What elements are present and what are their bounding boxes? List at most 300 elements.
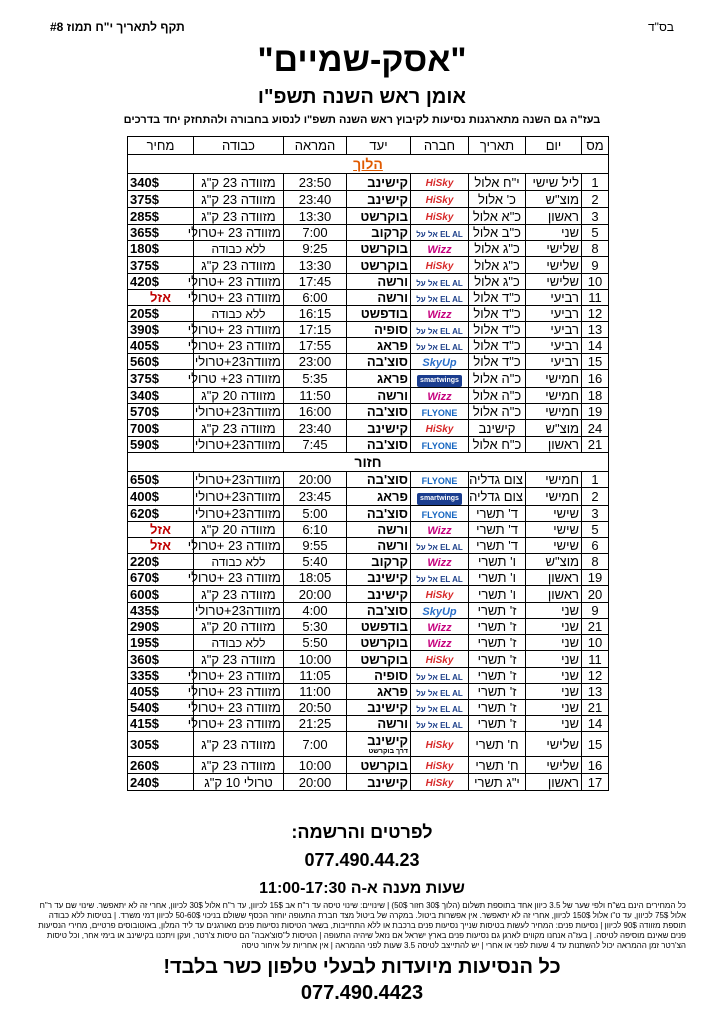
flight-luggage: מזוודה 20 ק"ג: [194, 388, 284, 404]
flight-date: ו' תשרי: [469, 586, 526, 603]
destination-name: ורשה: [377, 716, 408, 731]
destination-name: קישינב: [367, 774, 408, 790]
flight-departure-time: 13:30: [284, 257, 347, 274]
flight-destination: [347, 684, 411, 700]
flight-date: ו' תשרי: [469, 554, 526, 570]
flight-date: כ"ד אלול: [469, 338, 526, 354]
flight-date: ז' תשרי: [469, 700, 526, 716]
flight-airline: [411, 757, 469, 774]
flight-day: רביעי: [526, 290, 582, 306]
destination-name: בודפשט: [360, 619, 408, 634]
elal-logo-icon: EL AL אל על: [416, 295, 463, 304]
flight-departure-time: 23:45: [284, 488, 347, 506]
hisky-logo-part: Sky: [435, 590, 454, 601]
flight-destination: [347, 306, 411, 322]
flight-day: רביעי: [526, 306, 582, 322]
flight-row: [128, 619, 609, 635]
flight-luggage: מזוודה 23 +טרולי: [194, 538, 284, 554]
flight-luggage: מזוודה 23 +טרולי: [194, 716, 284, 732]
flight-number: 17: [582, 774, 609, 791]
top-line: [50, 20, 674, 36]
contact-heading: לפרטים והרשמה:: [291, 822, 433, 842]
office-hours: שעות מענה א-ה 11:00-17:30: [259, 880, 465, 897]
flight-number: 5: [582, 225, 609, 241]
destination-name: פראג: [376, 489, 408, 504]
flight-day: שלישי: [526, 757, 582, 774]
flight-departure-time: 6:10: [284, 522, 347, 538]
flight-destination: [347, 174, 411, 191]
validity-label: תקף לתאריך י"ח תמוז #8: [50, 20, 185, 34]
hisky-logo-icon: [426, 424, 454, 436]
table-header-row: [128, 137, 609, 155]
flight-date: כ"ד אלול: [469, 290, 526, 306]
flight-luggage: מזוודה23+טרולי: [194, 437, 284, 453]
flight-day: רביעי: [526, 354, 582, 370]
flight-luggage: ללא כבודה: [194, 306, 284, 322]
flight-departure-time: 10:00: [284, 651, 347, 668]
flight-departure-time: 17:45: [284, 274, 347, 290]
flight-day: ראשון: [526, 437, 582, 453]
flight-destination: [347, 257, 411, 274]
flight-row: [128, 274, 609, 290]
flight-row: [128, 174, 609, 191]
destination-via: דרך בוקרשט: [368, 748, 408, 755]
flight-number: 12: [582, 668, 609, 684]
flight-day: ראשון: [526, 586, 582, 603]
flight-destination: [347, 488, 411, 506]
elal-logo-icon: EL AL אל על: [416, 673, 463, 682]
flight-departure-time: 23:00: [284, 354, 347, 370]
flight-row: [128, 635, 609, 651]
flight-luggage: מזוודה 23 +טרולי: [194, 290, 284, 306]
flight-row: [128, 774, 609, 791]
destination-name: סוצ'בה: [366, 437, 408, 452]
bottom-phone[interactable]: 077.490.4423: [300, 982, 424, 1004]
destination-name: סופיה: [374, 322, 408, 337]
flight-row: [128, 522, 609, 538]
flight-departure-time: 5:00: [284, 506, 347, 522]
flight-number: 8: [582, 241, 609, 257]
flight-date: כ"ה אלול: [469, 370, 526, 388]
destination-name: פראג: [376, 371, 408, 386]
flight-row: [128, 586, 609, 603]
flight-price: 590$: [128, 437, 194, 453]
flight-price: 195$: [128, 635, 194, 651]
flight-destination: [347, 668, 411, 684]
flight-row: [128, 716, 609, 732]
flight-departure-time: 16:15: [284, 306, 347, 322]
flight-price: 405$: [128, 684, 194, 700]
flight-destination: [347, 506, 411, 522]
contact-phone[interactable]: 077.490.44.23: [304, 850, 420, 870]
flight-price: 290$: [128, 619, 194, 635]
flight-destination: [347, 586, 411, 603]
flight-airline: [411, 732, 469, 757]
flyone-logo-icon: FLYONE: [421, 408, 458, 418]
hisky-logo-part: Sky: [435, 424, 454, 435]
flight-departure-time: 20:00: [284, 586, 347, 603]
destination-name: קרקוב: [371, 225, 408, 240]
flight-day: מוצ"ש: [526, 420, 582, 437]
flight-departure-time: 20:50: [284, 700, 347, 716]
flight-day: ראשון: [526, 774, 582, 791]
flight-row: [128, 538, 609, 554]
flight-luggage: מזוודה 23 +טרולי: [194, 322, 284, 338]
flight-date: ז' תשרי: [469, 684, 526, 700]
flight-row: [128, 306, 609, 322]
flight-date: ח' תשרי: [469, 757, 526, 774]
flight-number: 16: [582, 757, 609, 774]
flight-date: ז' תשרי: [469, 635, 526, 651]
flight-airline: [411, 586, 469, 603]
flight-luggage: מזוודה 23 +טרולי: [194, 338, 284, 354]
flight-price: 220$: [128, 554, 194, 570]
flight-luggage: מזוודה23+טרולי: [194, 404, 284, 420]
destination-name: ורשה: [377, 388, 408, 403]
flight-row: [128, 668, 609, 684]
flight-date: כ' אלול: [469, 191, 526, 208]
flight-destination: [347, 225, 411, 241]
hisky-logo-part: Sky: [435, 261, 454, 272]
flight-number: 6: [582, 538, 609, 554]
flight-destination: [347, 651, 411, 668]
flight-destination: [347, 774, 411, 791]
flight-luggage: מזוודה 20 ק"ג: [194, 619, 284, 635]
flight-number: 14: [582, 338, 609, 354]
flight-price: 600$: [128, 586, 194, 603]
flight-destination: [347, 700, 411, 716]
destination-name: קישינב: [367, 700, 408, 715]
flight-day: חמישי: [526, 404, 582, 420]
flight-day: שני: [526, 225, 582, 241]
flight-price: 435$: [128, 603, 194, 619]
flight-price: אזל: [128, 538, 194, 554]
destination-name: סופיה: [374, 668, 408, 683]
hisky-logo-icon: [426, 195, 454, 207]
flight-day: שני: [526, 668, 582, 684]
section-row-return: [128, 453, 609, 472]
flight-number: 10: [582, 274, 609, 290]
hisky-logo-part: Sky: [435, 195, 454, 206]
destination-name: סוצ'בה: [366, 354, 408, 369]
flight-price: 390$: [128, 322, 194, 338]
flight-destination: [347, 208, 411, 225]
flight-airline: [411, 716, 469, 732]
flight-departure-time: 17:15: [284, 322, 347, 338]
flight-departure-time: 7:00: [284, 225, 347, 241]
flight-row: [128, 388, 609, 404]
flight-destination: [347, 370, 411, 388]
flight-luggage: מזוודה 23 ק"ג: [194, 757, 284, 774]
flight-number: 21: [582, 437, 609, 453]
flight-departure-time: 5:40: [284, 554, 347, 570]
destination-name: סוצ'בה: [366, 506, 408, 521]
flight-price: 540$: [128, 700, 194, 716]
flight-date: ז' תשרי: [469, 716, 526, 732]
flight-airline: [411, 370, 469, 388]
flight-destination: [347, 635, 411, 651]
flight-luggage: מזוודה23+טרולי: [194, 488, 284, 506]
flight-destination: [347, 404, 411, 420]
flight-airline: [411, 506, 469, 522]
elal-logo-icon: EL AL אל על: [416, 543, 463, 552]
flight-airline: [411, 191, 469, 208]
flight-destination: [347, 338, 411, 354]
flight-number: 14: [582, 716, 609, 732]
destination-name: קישינב: [367, 174, 408, 190]
flight-row: [128, 472, 609, 488]
flight-price: 205$: [128, 306, 194, 322]
flight-price: 670$: [128, 570, 194, 586]
flight-number: 3: [582, 506, 609, 522]
section-label-return: חזור: [354, 454, 382, 470]
flight-row: [128, 554, 609, 570]
flight-destination: [347, 354, 411, 370]
skyup-logo-icon: SkyUp: [422, 357, 457, 369]
terms-text: כל המחירים הינם בש"ח ולפי שער של 3.5 כיוון אחד בתוספת תשלום (הלוך 30$ חזור 50$) | שינויים: שינוי טיסה עד ר"ח אב 15$ לכיוון, עד ר"ח אלול 30$ לכיוון, אחרי זה לא יתאפשר. שינוי שם עד ר"ח אלול 75$ לכיוון, עד ט"ו אלול 150$ לכיוון, אחרי זה לא יתאפשר. אין אפשרות ביטול. במקרה של ביטול מצד חברת התעופה יוחזר הכסף ששולם בניכוי 50-60$ לכיוון דמי משרד. | בטיסות ללא כבודה תוספת מזוודה 90$ לכיוון | נסיעות פנים: המחיר לעשות בטיסות שנייך נסיעות פנים ברכבת או ללא התחייבות, בשאר הטיסות נסיעות פנים מאורגנים עד ליד המלון, באוטובוסים פרטיים, מחירי הנסיעות פנים שאינם מוסיפה לטיסה. | בעז"ה אנחנו מקווים לארגן גם נסיעות פנים בארץ ישראל אם נזאל שיהיה התעופה | הטיסות ל"סוצ'אבה" הם טיסות צ'רטר, ועקן ויתכנו בקישינב או בימי אחר, וכל טיסות הצ'רטר זמן ההמראה יכול להשתנות עד 4 שעות לפני או אחרי | יש להתייצב לטיסה 3.5 שעות לפני ההמראה | אין אחריות על איחור טיסה: [38, 901, 686, 950]
hisky-logo-icon: [426, 590, 454, 602]
flight-row: [128, 506, 609, 522]
flight-airline: [411, 668, 469, 684]
destination-name: פראג: [376, 684, 408, 699]
hisky-logo-icon: [426, 178, 454, 190]
flight-number: 2: [582, 488, 609, 506]
destination-name: קישינב: [367, 570, 408, 585]
destination-name: ורשה: [377, 274, 408, 289]
flight-price: 400$: [128, 488, 194, 506]
flight-luggage: מזוודה 23 +טרולי: [194, 225, 284, 241]
flight-date: ד' תשרי: [469, 538, 526, 554]
flight-departure-time: 11:00: [284, 684, 347, 700]
flight-date: כ"ג אלול: [469, 274, 526, 290]
flight-price: 375$: [128, 191, 194, 208]
flight-row: [128, 191, 609, 208]
flight-luggage: מזוודה23+טרולי: [194, 603, 284, 619]
col-header-airline: חברה: [411, 137, 469, 155]
flight-date: כ"ג אלול: [469, 241, 526, 257]
flight-price: 340$: [128, 174, 194, 191]
flight-date: ד' תשרי: [469, 522, 526, 538]
flight-number: 12: [582, 306, 609, 322]
wizz-logo-icon: Wizz: [427, 622, 452, 634]
flight-date: ז' תשרי: [469, 651, 526, 668]
flight-airline: [411, 338, 469, 354]
elal-logo-icon: EL AL אל על: [416, 279, 463, 288]
elal-logo-icon: EL AL אל על: [416, 721, 463, 730]
destination-name: קישינב: [367, 586, 408, 602]
flight-price: 340$: [128, 388, 194, 404]
flight-luggage: מזוודה23+טרולי: [194, 472, 284, 488]
section-label-outbound: הלוך: [353, 156, 383, 172]
flight-luggage: מזוודה 23 +טרולי: [194, 274, 284, 290]
flight-day: שלישי: [526, 274, 582, 290]
flight-number: 8: [582, 554, 609, 570]
flight-airline: [411, 570, 469, 586]
flight-departure-time: 5:50: [284, 635, 347, 651]
flight-number: 9: [582, 603, 609, 619]
flight-airline: [411, 420, 469, 437]
destination-name: בוקרשט: [360, 651, 408, 667]
flight-departure-time: 9:25: [284, 241, 347, 257]
flight-departure-time: 11:50: [284, 388, 347, 404]
flight-airline: [411, 437, 469, 453]
flight-airline: [411, 488, 469, 506]
flight-airline: [411, 306, 469, 322]
flight-number: 13: [582, 684, 609, 700]
destination-name: סוצ'בה: [366, 603, 408, 618]
flight-date: קישינב: [469, 420, 526, 437]
flight-destination: [347, 290, 411, 306]
flight-airline: [411, 322, 469, 338]
flight-number: 1: [582, 174, 609, 191]
destination-name: בוקרשט: [360, 208, 408, 224]
flight-date: כ"ה אלול: [469, 404, 526, 420]
flight-departure-time: 7:00: [284, 732, 347, 757]
flight-number: 19: [582, 570, 609, 586]
flight-destination: [347, 437, 411, 453]
flight-number: 21: [582, 619, 609, 635]
destination-name: קישינב: [367, 420, 408, 436]
wizz-logo-icon: Wizz: [427, 309, 452, 321]
hisky-logo-part: Hi: [425, 195, 436, 206]
destination-name: ורשה: [377, 538, 408, 553]
hisky-logo-part: Hi: [425, 778, 436, 789]
flight-row: [128, 338, 609, 354]
flight-row: [128, 322, 609, 338]
col-header-date: תאריך: [469, 137, 526, 155]
flight-day: רביעי: [526, 322, 582, 338]
flight-departure-time: 13:30: [284, 208, 347, 225]
flight-day: שלישי: [526, 257, 582, 274]
flight-airline: [411, 290, 469, 306]
flight-number: 13: [582, 322, 609, 338]
wizz-logo-icon: Wizz: [427, 557, 452, 569]
flight-airline: [411, 274, 469, 290]
hisky-logo-icon: [426, 740, 454, 752]
flight-airline: [411, 388, 469, 404]
hisky-logo-part: Sky: [435, 761, 454, 772]
flight-date: כ"ד אלול: [469, 354, 526, 370]
col-header-departure: המראה: [284, 137, 347, 155]
flight-number: 19: [582, 404, 609, 420]
page-subtitle: אומן ראש השנה תשפ"ו: [257, 86, 467, 108]
flight-row: [128, 437, 609, 453]
flight-date: ז' תשרי: [469, 603, 526, 619]
hisky-logo-part: Sky: [435, 655, 454, 666]
flight-date: כ"ג אלול: [469, 257, 526, 274]
flyone-logo-icon: FLYONE: [421, 510, 458, 520]
flight-day: שישי: [526, 522, 582, 538]
flight-destination: [347, 603, 411, 619]
flight-day: שני: [526, 603, 582, 619]
flight-day: חמישי: [526, 472, 582, 488]
flight-departure-time: 4:00: [284, 603, 347, 619]
wizz-logo-icon: Wizz: [427, 638, 452, 650]
hisky-logo-icon: [426, 761, 454, 773]
flight-day: שני: [526, 651, 582, 668]
destination-name: קישינב: [367, 733, 408, 748]
flight-luggage: מזוודה 23 ק"ג: [194, 420, 284, 437]
flight-airline: [411, 241, 469, 257]
flight-number: 10: [582, 635, 609, 651]
flight-airline: [411, 354, 469, 370]
flight-airline: [411, 619, 469, 635]
flight-airline: [411, 472, 469, 488]
flight-row: [128, 488, 609, 506]
flight-airline: [411, 603, 469, 619]
flight-row: [128, 603, 609, 619]
flight-number: 3: [582, 208, 609, 225]
flight-luggage: מזוודה 23 +טרולי: [194, 570, 284, 586]
flight-date: כ"ב אלול: [469, 225, 526, 241]
flight-number: 11: [582, 651, 609, 668]
flight-day: שני: [526, 619, 582, 635]
skyup-logo-icon: SkyUp: [422, 606, 457, 618]
flight-number: 24: [582, 420, 609, 437]
flight-luggage: מזוודה 23 ק"ג: [194, 191, 284, 208]
destination-name: פראג: [376, 338, 408, 353]
flight-luggage: מזוודה 23 ק"ג: [194, 257, 284, 274]
flight-destination: [347, 472, 411, 488]
flight-row: [128, 354, 609, 370]
flight-row: [128, 370, 609, 388]
flight-number: 16: [582, 370, 609, 388]
flight-destination: [347, 619, 411, 635]
flight-airline: [411, 257, 469, 274]
flight-price: 405$: [128, 338, 194, 354]
flight-number: 21: [582, 700, 609, 716]
flight-destination: [347, 570, 411, 586]
flight-luggage: מזוודה 23+ טרולי: [194, 370, 284, 388]
flight-luggage: מזוודה 23 ק"ג: [194, 208, 284, 225]
flight-airline: [411, 684, 469, 700]
flight-number: 11: [582, 290, 609, 306]
flight-date: צום גדליה: [469, 472, 526, 488]
flight-price: 700$: [128, 420, 194, 437]
destination-name: סוצ'בה: [366, 472, 408, 487]
wizz-logo-icon: Wizz: [427, 525, 452, 537]
smartwings-logo-icon: smartwings: [417, 375, 462, 387]
flight-destination: [347, 757, 411, 774]
flight-destination: [347, 274, 411, 290]
flight-row: [128, 225, 609, 241]
flight-number: 2: [582, 191, 609, 208]
bsd-label: בס"ד: [648, 20, 674, 34]
intro-text: בעז"ה גם השנה מתארגנות נסיעות לקיבוץ ראש השנה תשפ"ו לנסוע בחבורה ולהתחזק יחד בדרכים: [123, 114, 601, 126]
flight-date: ו' תשרי: [469, 570, 526, 586]
flight-destination: [347, 732, 411, 757]
flight-price: 260$: [128, 757, 194, 774]
flight-airline: [411, 635, 469, 651]
flight-departure-time: 23:50: [284, 174, 347, 191]
flight-departure-time: 6:00: [284, 290, 347, 306]
flight-departure-time: 20:00: [284, 472, 347, 488]
flight-departure-time: 5:30: [284, 619, 347, 635]
flight-row: [128, 241, 609, 257]
col-header-price: מחיר: [128, 137, 194, 155]
flight-airline: [411, 651, 469, 668]
flight-airline: [411, 225, 469, 241]
flight-row: [128, 570, 609, 586]
hisky-logo-part: Hi: [425, 212, 436, 223]
flight-departure-time: 23:40: [284, 420, 347, 437]
flight-number: 18: [582, 388, 609, 404]
flight-destination: [347, 538, 411, 554]
wizz-logo-icon: Wizz: [427, 391, 452, 403]
col-header-destination: יעד: [347, 137, 411, 155]
flight-departure-time: 23:40: [284, 191, 347, 208]
hisky-logo-icon: [426, 212, 454, 224]
